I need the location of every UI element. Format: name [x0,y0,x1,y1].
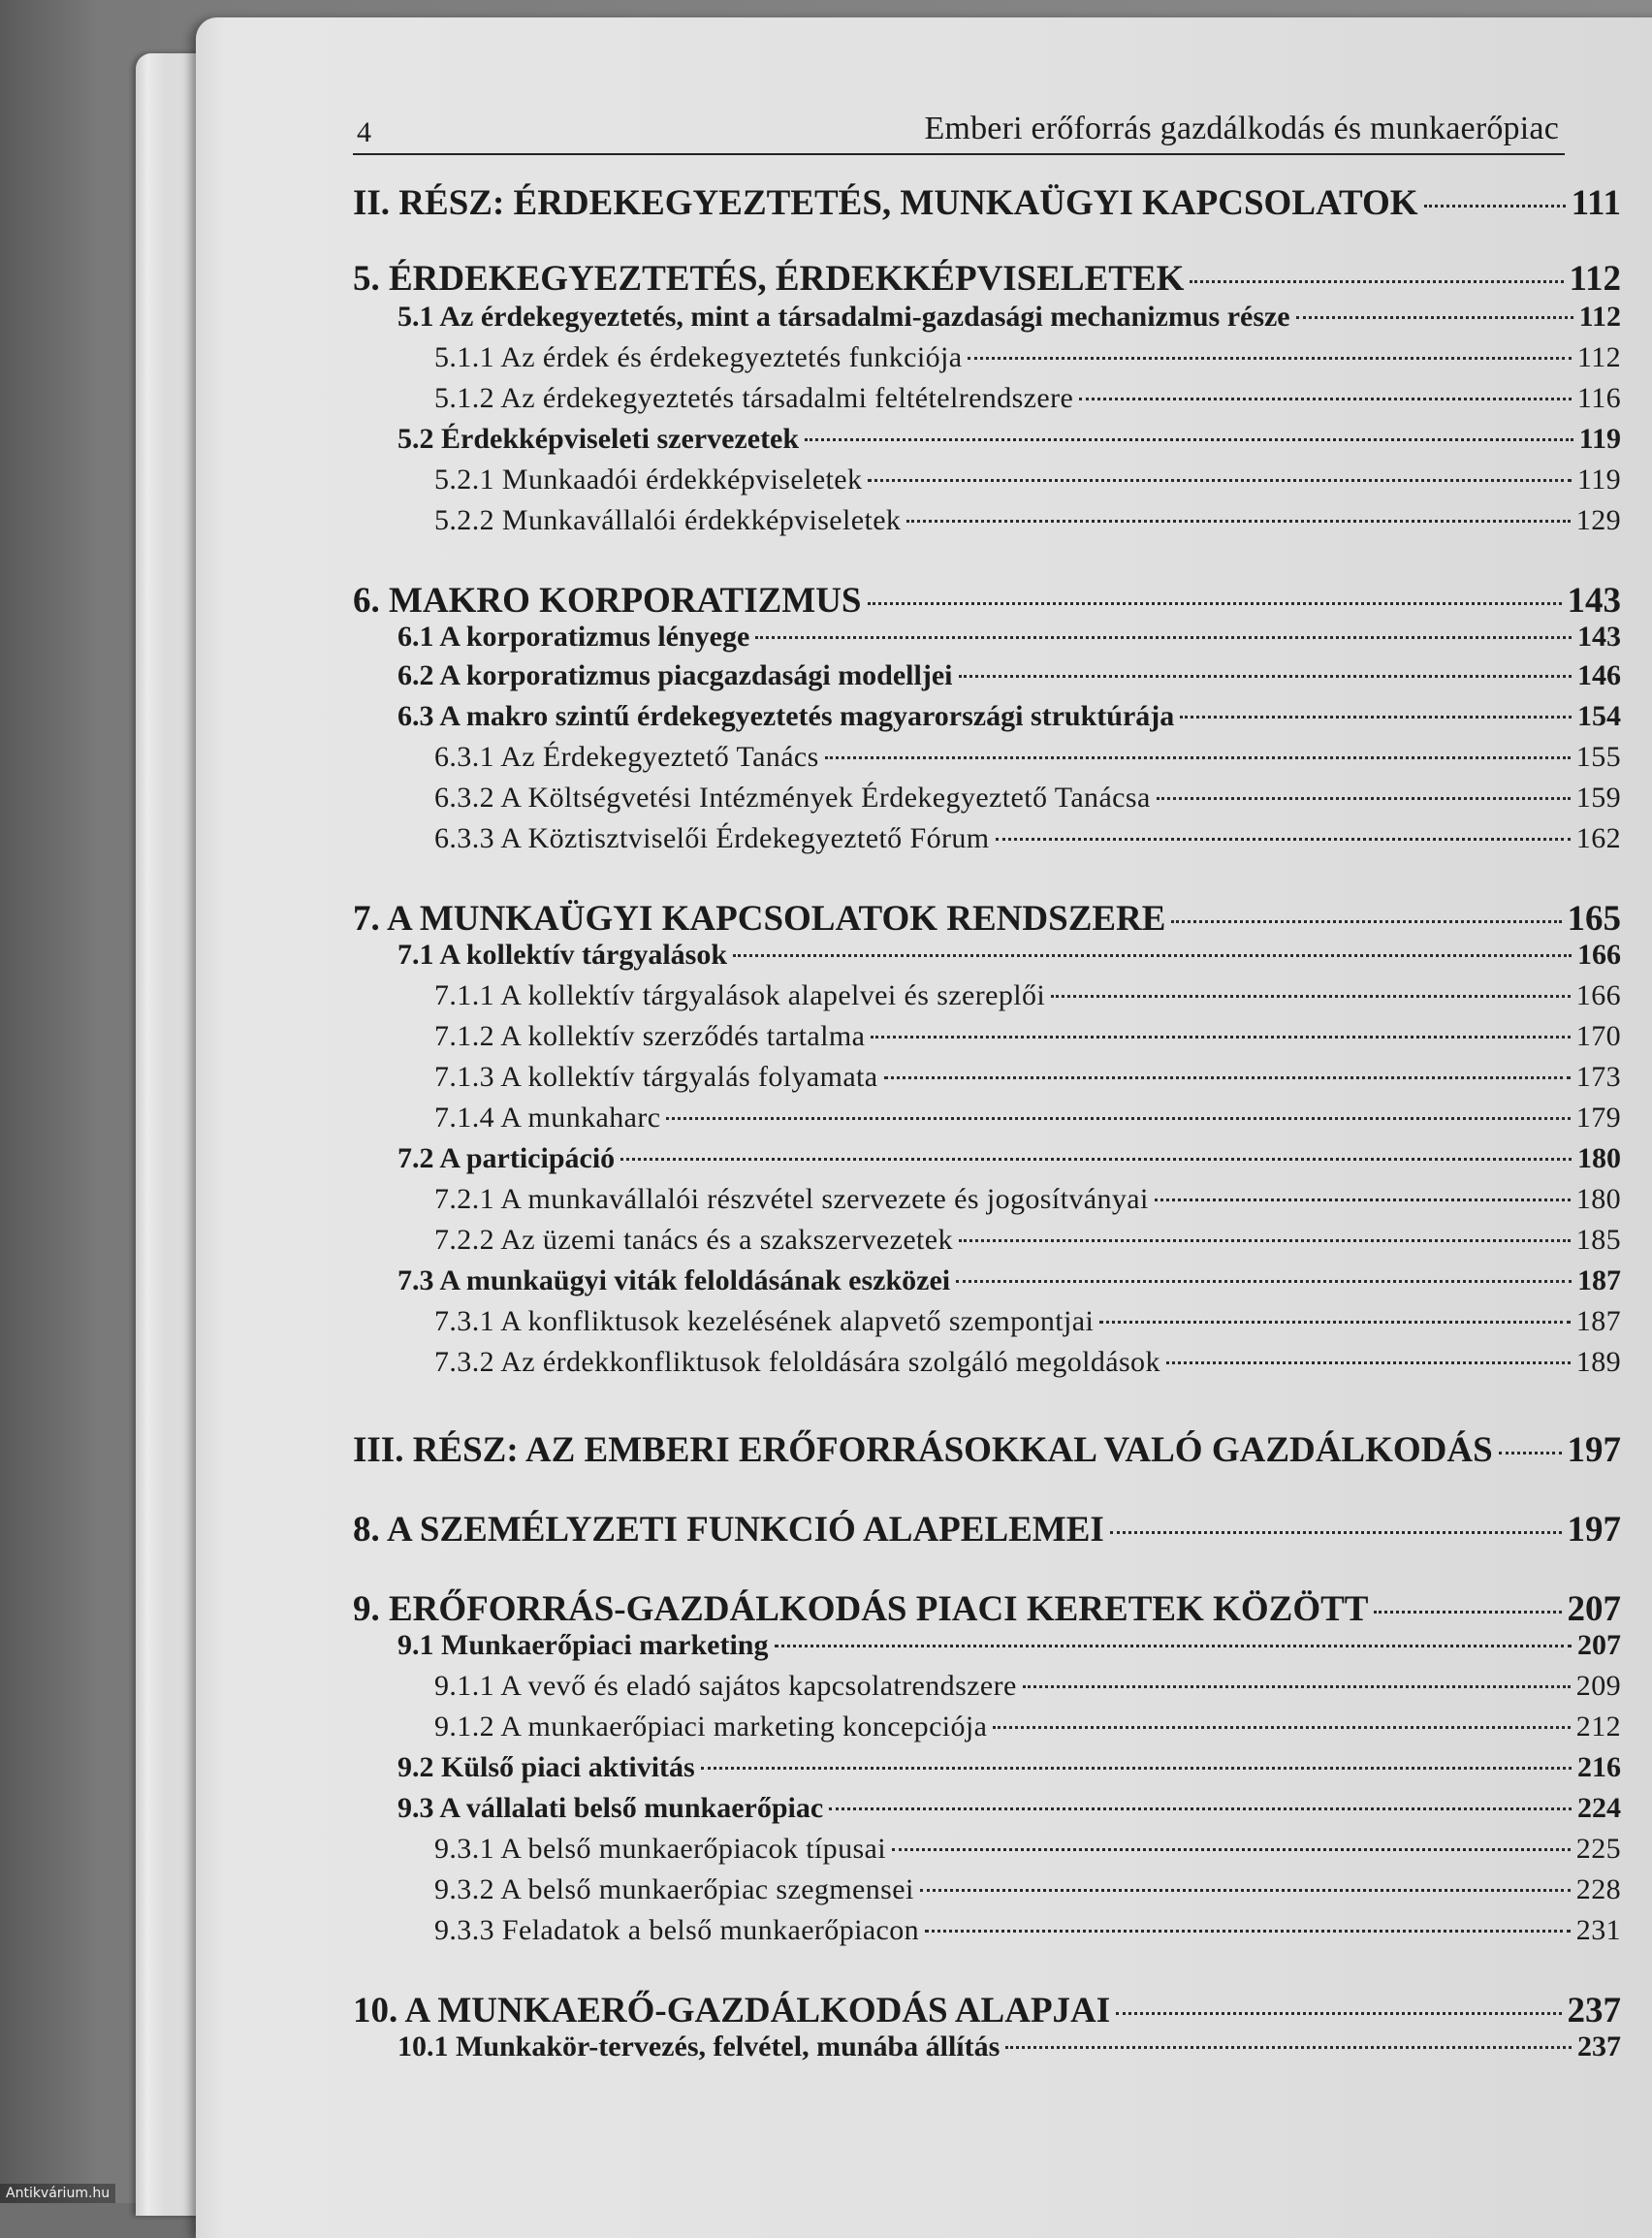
toc-entry-sub [434,464,1621,496]
toc-entry-part [353,1429,1621,1471]
toc-entry-page: 119 [1576,464,1621,496]
dot-leader [1180,716,1572,719]
toc-entry-page: 179 [1575,1102,1621,1134]
toc-entry-title: 9.3 A vállalati belső munkaerőpiac [397,1792,824,1824]
running-title: Emberi erőforrás gazdálkodás és munkaerőpiac [924,111,1559,146]
dot-leader [906,520,1570,523]
toc-entry-title: 7.1.1 A kollektív tárgyalások alapelvei és szereplői [434,979,1046,1011]
dot-leader [1374,1611,1561,1614]
toc-entry-section [397,1629,1621,1662]
toc-entry-section [397,700,1621,733]
toc-entry-sub [434,382,1621,415]
toc-entry-title: 6. MAKRO KORPORATIZMUS [353,581,862,621]
dot-leader [1296,316,1573,319]
toc-entry-chapter [353,1990,1621,2031]
dot-leader [959,675,1573,678]
dot-leader [1079,398,1572,400]
toc-entry-page: 231 [1575,1914,1621,1946]
toc-entry-title: 7. A MUNKAÜGYI KAPCSOLATOK RENDSZERE [353,899,1166,939]
dot-leader [1099,1321,1571,1324]
toc-entry-title: 8. A SZEMÉLYZETI FUNKCIÓ ALAPELEMEI [353,1510,1104,1550]
toc-entry-title: 6.2 A korporatizmus piacgazdasági modelljei [397,659,953,691]
dot-leader [1424,205,1566,208]
toc-entry-title: 9.1.1 A vevő és eladó sajátos kapcsolatrendszere [434,1670,1017,1702]
toc-entry-page: 112 [1576,341,1621,373]
dot-leader [925,1930,1571,1933]
toc-entry-title: 5. ÉRDEKEGYEZTETÉS, ÉRDEKKÉPVISELETEK [353,259,1185,299]
toc-entry-part [353,182,1621,224]
toc-entry-title: 7.2.1 A munkavállalói részvétel szervezete és jogosítványai [434,1183,1149,1215]
toc-entry-page: 207 [1577,1629,1621,1661]
toc-entry-section [397,1792,1621,1825]
toc-entry-title: 5.2 Érdekképviseleti szervezetek [397,423,800,455]
toc-entry-page: 237 [1577,2030,1621,2062]
toc-entry-sub [434,1305,1621,1338]
toc-entry-title: 5.1.1 Az érdek és érdekegyeztetés funkciója [434,341,963,373]
toc-entry-page: 228 [1575,1873,1621,1905]
dot-leader [868,479,1572,482]
toc-entry-title: 9.2 Külső piaci aktivitás [397,1751,695,1783]
toc-entry-section [397,423,1621,456]
toc-entry-chapter [353,898,1621,940]
toc-entry-section [397,1142,1621,1175]
toc-entry-section [397,301,1621,334]
toc-entry-page: 159 [1575,782,1621,814]
toc-entry-page: 154 [1577,700,1621,732]
toc-entry-section [397,939,1621,972]
dot-leader [666,1117,1570,1120]
toc-entry-page: 165 [1567,899,1621,939]
toc-entry-sub [434,1873,1621,1906]
toc-entry-title: 9.3.2 A belső munkaerőpiac szegmensei [434,1873,914,1905]
toc-entry-page: 224 [1577,1792,1621,1824]
toc-entry-title: 6.1 A korporatizmus lényege [397,621,750,653]
toc-entry-title: 10.1 Munkakör-tervezés, felvétel, munába állítás [397,2030,1001,2062]
toc-entry-page: 207 [1567,1589,1621,1629]
toc-entry-page: 146 [1577,659,1621,691]
dot-leader [1116,2012,1561,2015]
toc-entry-page: 143 [1577,621,1621,653]
toc-entry-page: 187 [1577,1264,1621,1296]
dot-leader [1166,1361,1571,1364]
toc-entry-page: 129 [1575,504,1621,536]
dot-leader [993,1726,1570,1729]
toc-entry-page: 112 [1569,259,1621,299]
toc-entry-title: 9.3.3 Feladatok a belső munkaerőpiacon [434,1914,920,1946]
toc-entry-sub [434,1102,1621,1135]
dot-leader [868,602,1562,605]
toc-entry-page: 212 [1575,1710,1621,1742]
toc-entry-sub [434,979,1621,1012]
toc-entry-page: 189 [1575,1346,1621,1378]
dot-leader [892,1848,1571,1851]
toc-entry-title: 6.3.2 A Költségvetési Intézmények Érdekegyeztető Tanácsa [434,782,1151,814]
toc-entry-sub [434,1061,1621,1094]
toc-entry-sub [434,1224,1621,1257]
dot-leader [1190,280,1563,283]
toc-entry-sub [434,741,1621,774]
toc-entry-page: 180 [1577,1142,1621,1174]
toc-entry-title: 9.1.2 A munkaerőpiaci marketing koncepciója [434,1710,988,1742]
toc-entry-sub [434,1833,1621,1866]
toc-entry-title: II. RÉSZ: ÉRDEKEGYEZTETÉS, MUNKAÜGYI KAPCSOLATOK [353,183,1418,223]
toc-entry-title: 7.2 A participáció [397,1142,616,1174]
dot-leader [1023,1685,1571,1688]
toc-entry-title: 7.3 A munkaügyi viták feloldásának eszközei [397,1264,951,1296]
toc-entry-title: 7.1.4 A munkaharc [434,1102,661,1134]
toc-entry-page: 119 [1578,423,1621,455]
toc-entry-page: 155 [1575,741,1621,773]
toc-entry-page: 225 [1575,1833,1621,1865]
toc-entry-sub [434,1346,1621,1379]
dot-leader [1110,1531,1562,1534]
toc-entry-page: 237 [1567,1991,1621,2030]
toc-entry-page: 185 [1575,1224,1621,1256]
toc-entry-page: 187 [1575,1305,1621,1337]
toc-entry-section [397,659,1621,692]
dot-leader [1155,1199,1571,1201]
toc-entry-title: 6.3.1 Az Érdekegyeztető Tanács [434,741,819,773]
dot-leader [996,838,1571,841]
dot-leader [1157,797,1571,800]
dot-leader [1051,995,1571,998]
toc-entry-title: 6.3 A makro szintű érdekegyeztetés magyarországi struktúrája [397,700,1175,732]
toc-entry-chapter [353,1509,1621,1551]
dot-leader [733,954,1572,957]
toc-entry-title: 5.2.2 Munkavállalói érdekképviseletek [434,504,902,536]
toc-entry-title: 7.1 A kollektív tárgyalások [397,939,728,971]
dot-leader [959,1239,1571,1242]
dot-leader [829,1807,1572,1810]
dot-leader [871,1036,1571,1039]
toc-entry-sub [434,341,1621,374]
toc-entry-title: 7.2.2 Az üzemi tanács és a szakszervezetek [434,1224,953,1256]
toc-entry-page: 197 [1567,1430,1621,1470]
toc-entry-section [397,2030,1621,2063]
toc-entry-title: 5.1.2 Az érdekegyeztetés társadalmi feltételrendszere [434,382,1074,414]
toc-entry-title: 7.1.2 A kollektív szerződés tartalma [434,1020,866,1052]
toc-entry-chapter [353,580,1621,622]
toc-entry-page: 209 [1575,1670,1621,1702]
toc-entry-title: 9.3.1 A belső munkaerőpiacok típusai [434,1833,886,1865]
toc-entry-title: 5.2.1 Munkaadói érdekképviseletek [434,464,863,496]
toc-entry-chapter [353,1588,1621,1630]
watermark: Antikvárium.hu [0,2184,115,2203]
toc-entry-title: 6.3.3 A Köztisztviselői Érdekegyeztető Fórum [434,822,990,854]
toc-entry-page: 112 [1578,301,1621,333]
dot-leader [920,1889,1571,1892]
dot-leader [755,636,1572,639]
toc-entry-page: 180 [1575,1183,1621,1215]
dot-leader [968,357,1571,360]
page-number: 4 [357,116,371,148]
toc-entry-sub [434,1183,1621,1216]
toc-entry-sub [434,822,1621,855]
toc-entry-sub [434,1710,1621,1743]
toc-entry-page: 162 [1575,822,1621,854]
toc-entry-section [397,621,1621,654]
toc-entry-section [397,1751,1621,1784]
toc-entry-title: 7.1.3 A kollektív tárgyalás folyamata [434,1061,878,1093]
toc-entry-title: 7.3.2 Az érdekkonfliktusok feloldására szolgáló megoldások [434,1346,1160,1378]
dot-leader [805,438,1573,441]
toc-entry-sub [434,1020,1621,1053]
toc-entry-page: 170 [1575,1020,1621,1052]
toc-entry-page: 111 [1571,183,1621,223]
dot-leader [1005,2046,1572,2049]
toc-entry-page: 166 [1575,979,1621,1011]
toc-entry-page: 173 [1575,1061,1621,1093]
toc-entry-title: 5.1 Az érdekegyeztetés, mint a társadalmi-gazdasági mechanizmus része [397,301,1290,333]
toc-entry-sub [434,1914,1621,1947]
toc-entry-section [397,1264,1621,1297]
page-header [353,109,1565,155]
toc-entry-sub [434,782,1621,815]
toc-entry-sub [434,1670,1621,1703]
toc-entry-title: 9. ERŐFORRÁS-GAZDÁLKODÁS PIACI KERETEK KÖZÖTT [353,1589,1369,1629]
toc-entry-title: 7.3.1 A konfliktusok kezelésének alapvető szempontjai [434,1305,1095,1337]
toc-entry-title: 9.1 Munkaerőpiaci marketing [397,1629,769,1661]
toc-entry-page: 197 [1567,1510,1621,1550]
toc-entry-page: 116 [1576,382,1621,414]
toc-entry-sub [434,504,1621,537]
dot-leader [775,1645,1573,1647]
toc-entry-page: 216 [1577,1751,1621,1783]
toc-entry-page: 143 [1567,581,1621,621]
dot-leader [825,756,1571,759]
dot-leader [1499,1452,1562,1455]
dot-leader [701,1767,1572,1770]
dot-leader [1171,920,1561,923]
dot-leader [620,1158,1572,1161]
dot-leader [884,1076,1571,1079]
toc-entry-title: III. RÉSZ: AZ EMBERI ERŐFORRÁSOKKAL VALÓ GAZDÁLKODÁS [353,1430,1493,1470]
toc-entry-chapter [353,258,1621,300]
toc-entry-page: 166 [1577,939,1621,971]
dot-leader [956,1280,1572,1283]
toc-entry-title: 10. A MUNKAERŐ-GAZDÁLKODÁS ALAPJAI [353,1991,1111,2030]
